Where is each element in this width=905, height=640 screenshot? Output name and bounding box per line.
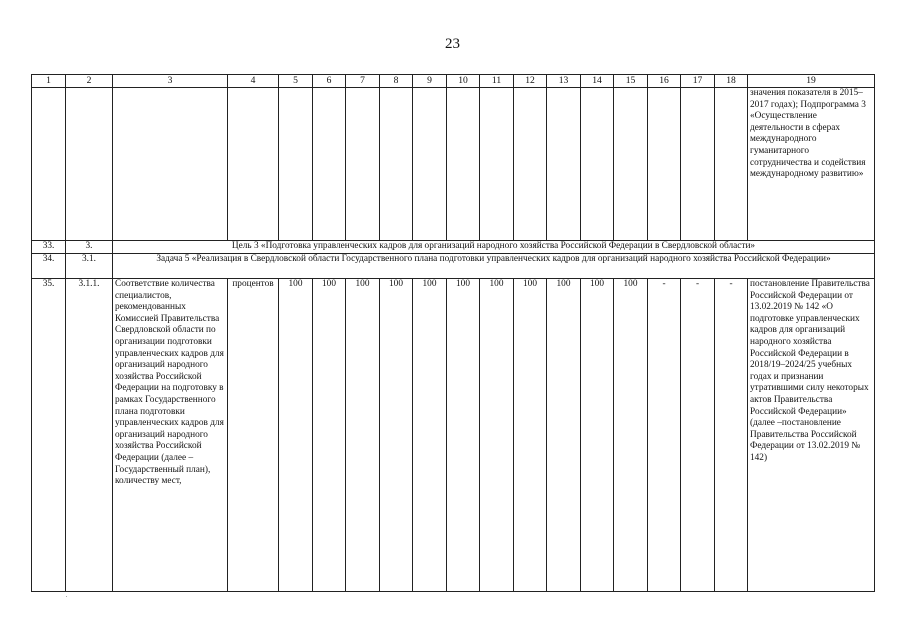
header-cell: 6 [313,75,346,88]
table-row-continuation [32,88,875,241]
header-cell: 9 [413,75,447,88]
goal-3-text: Цель 3 «Подготовка управленческих кадров для организаций народного хозяйства Российской Федерации в Свердловской области» [113,241,875,254]
header-cell: 14 [581,75,614,88]
value-cell: 100 [581,279,614,592]
value-cell: 100 [279,279,313,592]
row-code: 3.1. [66,254,113,279]
value-cell: 100 [514,279,547,592]
header-cell: 16 [648,75,681,88]
source-document-cell: постановление Правительства Российской Федерации от 13.02.2019 № 142 «О подготовке управленческих кадров для организаций народного хозяйства Российской Федерации в 2018/19–2024/25 учебных годах и признании утратившими силу некоторых актов Правительства Российской Федерации» (далее –постановление Правительства Российской Федерации от 13.02.2019 № 142) [748,279,875,592]
value-cell: 100 [547,279,581,592]
task-5-text: Задача 5 «Реализация в Свердловской области Государственного плана подготовки управленческих кадров для организаций народного хозяйства Российской Федерации» [113,254,875,279]
header-cell: 13 [547,75,581,88]
value-cell: 100 [447,279,480,592]
table-row-34 [32,254,875,279]
header-cell: 1 [32,75,66,88]
value-cell: 100 [313,279,346,592]
value-cell: 100 [346,279,380,592]
header-cell: 12 [514,75,547,88]
value-cell: 100 [413,279,447,592]
header-cell: 19 [748,75,875,88]
scan-artifact [66,596,67,597]
header-cell: 4 [228,75,279,88]
table-row-35 [32,279,875,592]
value-cell: - [681,279,715,592]
row-number: 35. [32,279,66,592]
row-code: 3.1.1. [66,279,113,592]
indicators-table [31,74,875,592]
page-number: 23 [445,36,460,52]
row-code: 3. [66,241,113,254]
header-cell: 7 [346,75,380,88]
unit-cell: процентов [228,279,279,592]
row-number: 33. [32,241,66,254]
table-row-33 [32,241,875,254]
header-cell: 2 [66,75,113,88]
row-number: 34. [32,254,66,279]
header-cell: 10 [447,75,480,88]
table-header-row [32,75,875,88]
value-cell: 100 [614,279,648,592]
value-cell: 100 [480,279,514,592]
value-cell: - [648,279,681,592]
indicator-name: Соответствие количества специалистов, рекомендованных Комиссией Правительства Свердловской области по организации подготовки управленческих кадров для организаций народного хозяйства Российской Федерации на подготовку в рамках Государственного плана подготовки управленческих кадров для организаций народного хозяйства Российской Федерации (далее – Государственный план), количеству мест, [113,279,228,592]
header-cell: 18 [715,75,748,88]
continuation-source-cell: значения показателя в 2015–2017 годах); Подпрограмма 3 «Осуществление деятельности в сферах международного гуманитарного сотрудничества и содействия международному развитию» [748,88,875,241]
value-cell: 100 [380,279,413,592]
header-cell: 5 [279,75,313,88]
header-cell: 8 [380,75,413,88]
header-cell: 3 [113,75,228,88]
header-cell: 11 [480,75,514,88]
header-cell: 17 [681,75,715,88]
value-cell: - [715,279,748,592]
header-cell: 15 [614,75,648,88]
